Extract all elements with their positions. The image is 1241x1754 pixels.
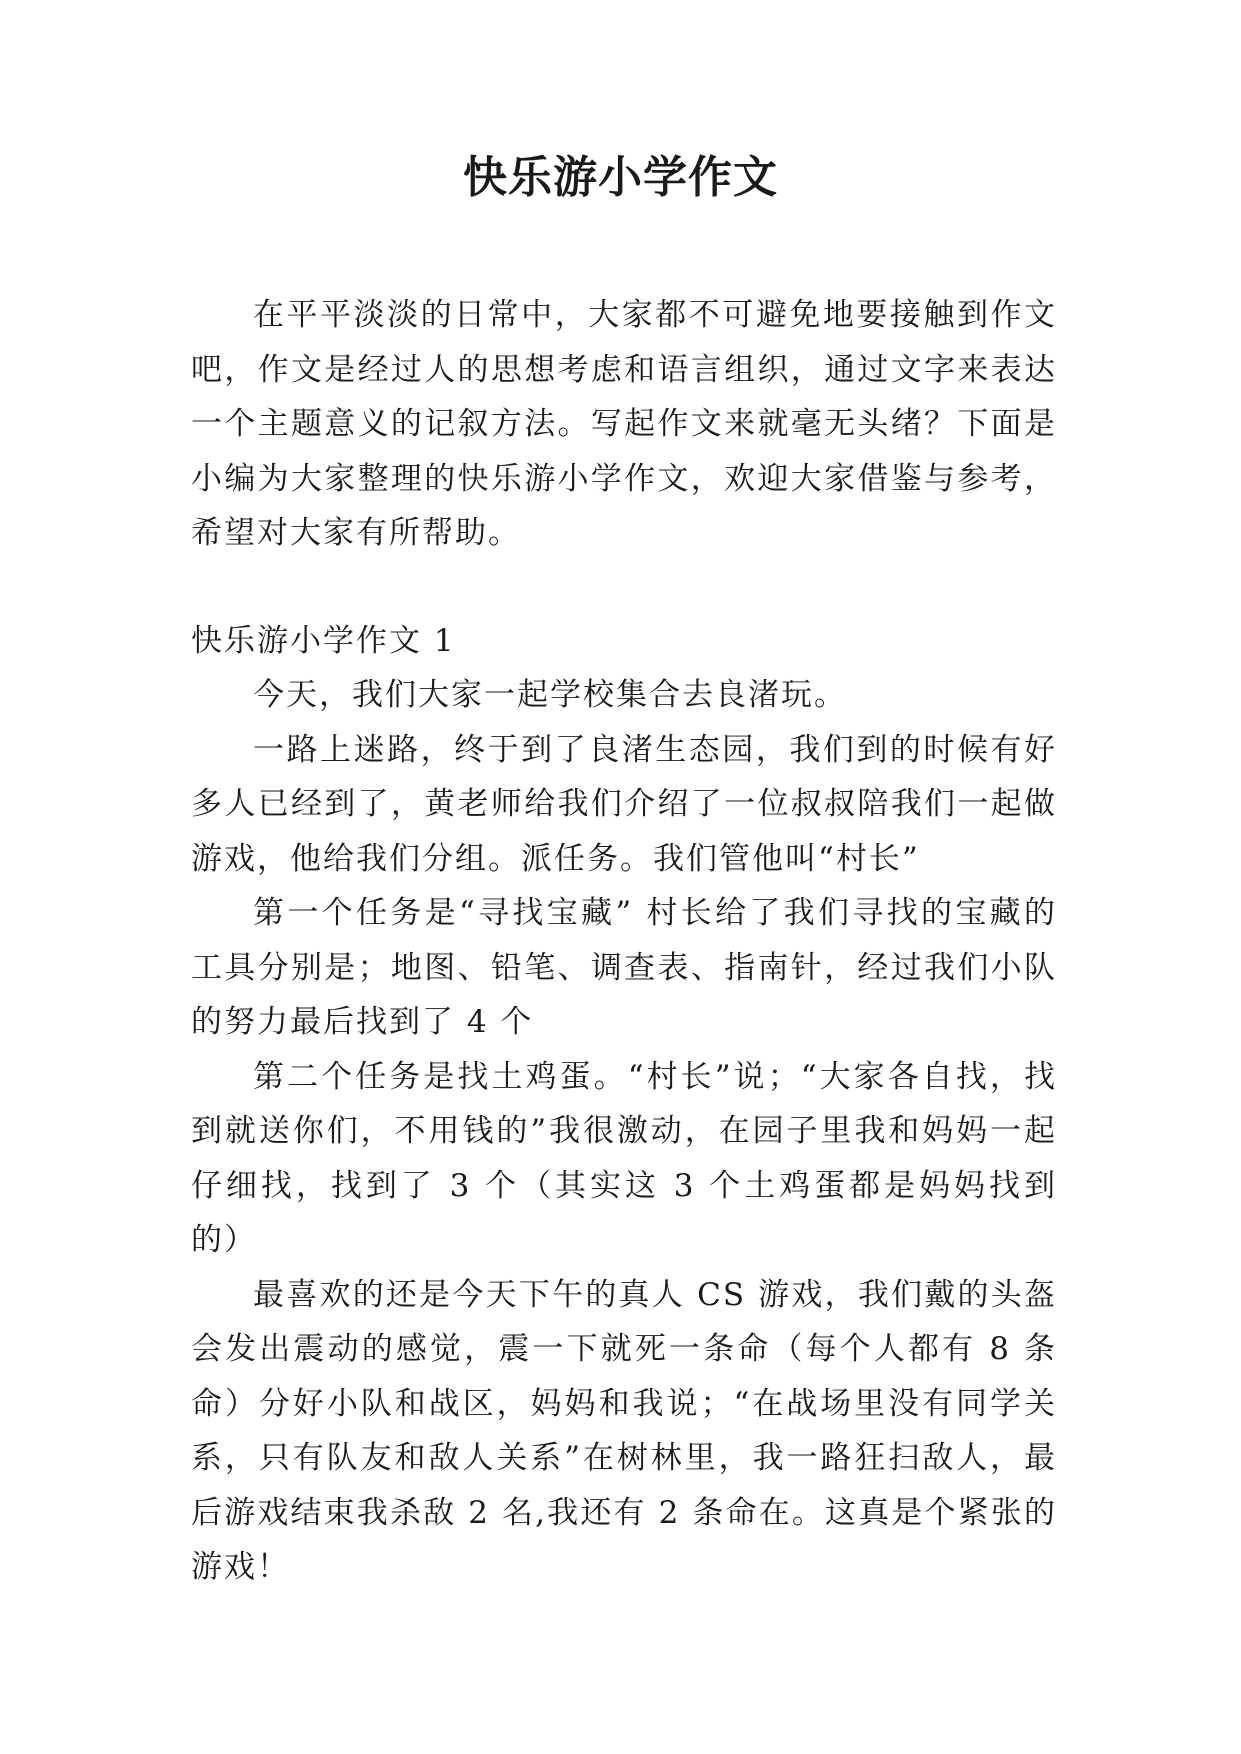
- body-paragraph: 第二个任务是找土鸡蛋。“村长”说；“大家各自找，找到就送你们，不用钱的”我很激动，在园子里我和妈妈一起仔细找，找到了 3 个（其实这 3 个土鸡蛋都是妈妈找到的）: [191, 1058, 1057, 1258]
- section-heading: 快乐游小学作文 1: [191, 622, 456, 659]
- intro-paragraph: 在平平淡淡的日常中，大家都不可避免地要接触到作文吧，作文是经过人的思想考虑和语言组织，通过文字来表达一个主题意义的记叙方法。写起作文来就毫无头绪？下面是小编为大家整理的快乐游小学作文，欢迎大家借鉴与参考，希望对大家有所帮助。: [191, 297, 1057, 551]
- body-paragraph: 今天，我们大家一起学校集合去良渚玩。: [253, 677, 847, 713]
- body-paragraph: 一路上迷路，终于到了良渚生态园，我们到的时候有好多人已经到了，黄老师给我们介绍了一位叔叔陪我们一起做游戏，他给我们分组。派任务。我们管他叫“村长”: [191, 731, 1057, 877]
- document-body: [191, 288, 1057, 1595]
- body-paragraph: 第一个任务是“寻找宝藏” 村长给了我们寻找的宝藏的工具分别是；地图、铅笔、调查表、指南针，经过我们小队的努力最后找到了 4 个: [191, 895, 1057, 1040]
- body-paragraph: 最喜欢的还是今天下午的真人 CS 游戏，我们戴的头盔会发出震动的感觉，震一下就死一条命（每个人都有 8 条命）分好小队和战区，妈妈和我说；“在战场里没有同学关系，只有队友和敌人关系”在树林里，我一路狂扫敌人，最后游戏结束我杀敌 2 名,我还有 2 条命在。这真是个紧张的游戏！: [191, 1276, 1057, 1585]
- section-spacer: [191, 561, 1057, 614]
- document-title: 快乐游小学作文: [463, 152, 778, 203]
